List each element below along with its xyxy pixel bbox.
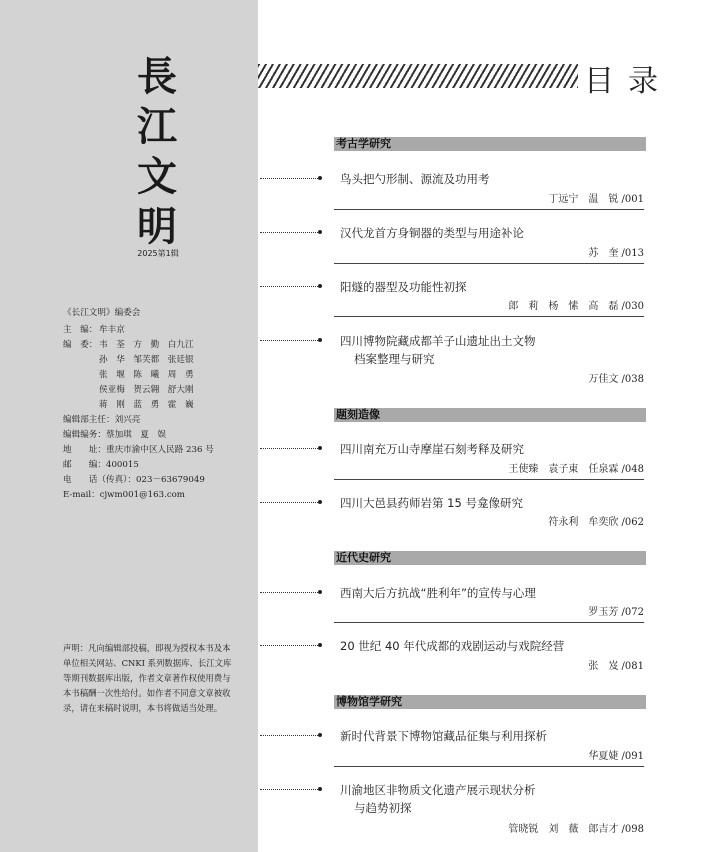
article-title[interactable]: 四川南充万山寺摩崖石刻考释及研究 — [340, 442, 524, 456]
logo-char: 明 — [137, 204, 177, 250]
email-address: E-mail：cjwm001@163.com — [63, 490, 185, 500]
article-title[interactable]: 20 世纪 40 年代成都的戏剧运动与戏院经营 — [340, 639, 565, 653]
divider — [334, 622, 644, 623]
bullet-icon — [318, 500, 322, 504]
article-authors: 丁远宁 温 锐 /001 — [548, 194, 644, 205]
issue-number: 2025第1辑 — [137, 249, 179, 258]
article-title-line2[interactable]: 档案整理与研究 — [354, 352, 435, 366]
divider — [334, 316, 644, 317]
article-title[interactable]: 新时代背景下博物馆藏品征集与利用探析 — [340, 729, 547, 743]
article-title-line2[interactable]: 与趋势初探 — [354, 801, 412, 815]
dot-leader — [260, 645, 318, 646]
dot-leader — [260, 592, 318, 593]
copyright-notice: 声明：凡向编辑部投稿，即视为授权本书及本单位相关网站、CNKI 系列数据库、长江文库等期刊数据库出版，作者文章著作权使用费与本书稿酬一次性给付。如作者不同意文章被收录，请在来稿时说明，本书将做适当处理。 — [63, 643, 232, 713]
article-authors: 符永利 牟奕欣 /062 — [548, 517, 644, 528]
bullet-icon — [318, 338, 322, 342]
article-authors: 管晓锐 刘 薇 郎吉才 /098 — [508, 824, 644, 835]
board-row: 孙 华 邹芙都 张廷银 — [99, 355, 194, 365]
section-header: 近代史研究 — [334, 551, 646, 565]
info-row: 电 话（传真）： 023－63679049 — [63, 475, 205, 485]
article-title[interactable]: 鸟头把勺形制、源流及功用考 — [340, 172, 490, 186]
editorial-board — [63, 306, 253, 503]
bullet-icon — [318, 446, 322, 450]
logo-char: 文 — [137, 154, 177, 200]
article-authors: 张 岌 /081 — [588, 661, 644, 672]
divider — [334, 766, 644, 767]
bullet-icon — [318, 733, 322, 737]
dot-leader — [260, 789, 318, 790]
left-panel — [0, 0, 258, 852]
section-header: 考古学研究 — [334, 137, 646, 151]
toc-panel — [258, 0, 707, 852]
bullet-icon — [318, 230, 322, 234]
dot-leader — [260, 286, 318, 287]
divider — [334, 263, 644, 264]
dot-leader — [260, 448, 318, 449]
journal-logo — [132, 52, 182, 252]
bullet-icon — [318, 787, 322, 791]
section-header: 博物馆学研究 — [334, 695, 646, 709]
article-title[interactable]: 阳燧的器型及功能性初探 — [340, 280, 467, 294]
article-authors: 万佳文 /038 — [588, 374, 644, 385]
info-row: 编辑编务： 蔡加琪 夏 娱 — [63, 430, 167, 440]
article-title[interactable]: 川渝地区非物质文化遗产展示现状分析 — [340, 783, 536, 797]
dot-leader — [260, 340, 318, 341]
dot-leader — [260, 178, 318, 179]
bullet-icon — [318, 643, 322, 647]
board-row: 蒋 刚 蓝 勇 霍 巍 — [99, 400, 194, 410]
board-row: 编 委： 韦 荃 方 勤 白九江 — [63, 340, 194, 350]
board-title: 《长江文明》编委会 — [63, 308, 141, 318]
dot-leader — [260, 735, 318, 736]
article-title[interactable]: 西南大后方抗战“胜利年”的宣传与心理 — [340, 586, 536, 600]
bullet-icon — [318, 284, 322, 288]
divider — [334, 209, 644, 210]
logo-char: 長 — [137, 54, 177, 100]
board-row: 主 编： 牟丰京 — [63, 325, 125, 335]
info-row: 地 址： 重庆市渝中区人民路 236 号 — [63, 445, 214, 455]
info-row: 编辑部主任： 刘兴亮 — [63, 415, 141, 425]
article-title[interactable]: 汉代龙首方身铜器的类型与用途补论 — [340, 226, 524, 240]
bullet-icon — [318, 176, 322, 180]
article-authors: 郎 莉 杨 愫 高 磊 /030 — [508, 301, 644, 312]
article-authors: 华夏婕 /091 — [588, 751, 644, 762]
article-title[interactable]: 四川大邑县药师岩第 15 号龛像研究 — [340, 496, 523, 510]
logo-char: 江 — [137, 104, 177, 150]
toc-heading: 目录 — [584, 64, 672, 99]
dot-leader — [260, 232, 318, 233]
article-title[interactable]: 四川博物院藏成都羊子山遗址出土文物 — [340, 334, 536, 348]
bullet-icon — [318, 590, 322, 594]
info-row: 邮 编： 400015 — [63, 460, 139, 470]
board-row: 侯亚梅 贺云翱 舒大刚 — [99, 385, 194, 395]
section-header: 题刻造像 — [334, 408, 646, 422]
hatch-decoration — [258, 64, 578, 88]
article-authors: 罗玉芳 /072 — [588, 607, 644, 618]
board-row: 张 堰 陈 曦 周 勇 — [99, 370, 194, 380]
divider — [334, 479, 644, 480]
article-authors: 苏 奎 /013 — [588, 248, 644, 259]
article-authors: 王使臻 袁子東 任泉霖 /048 — [508, 464, 644, 475]
dot-leader — [260, 502, 318, 503]
